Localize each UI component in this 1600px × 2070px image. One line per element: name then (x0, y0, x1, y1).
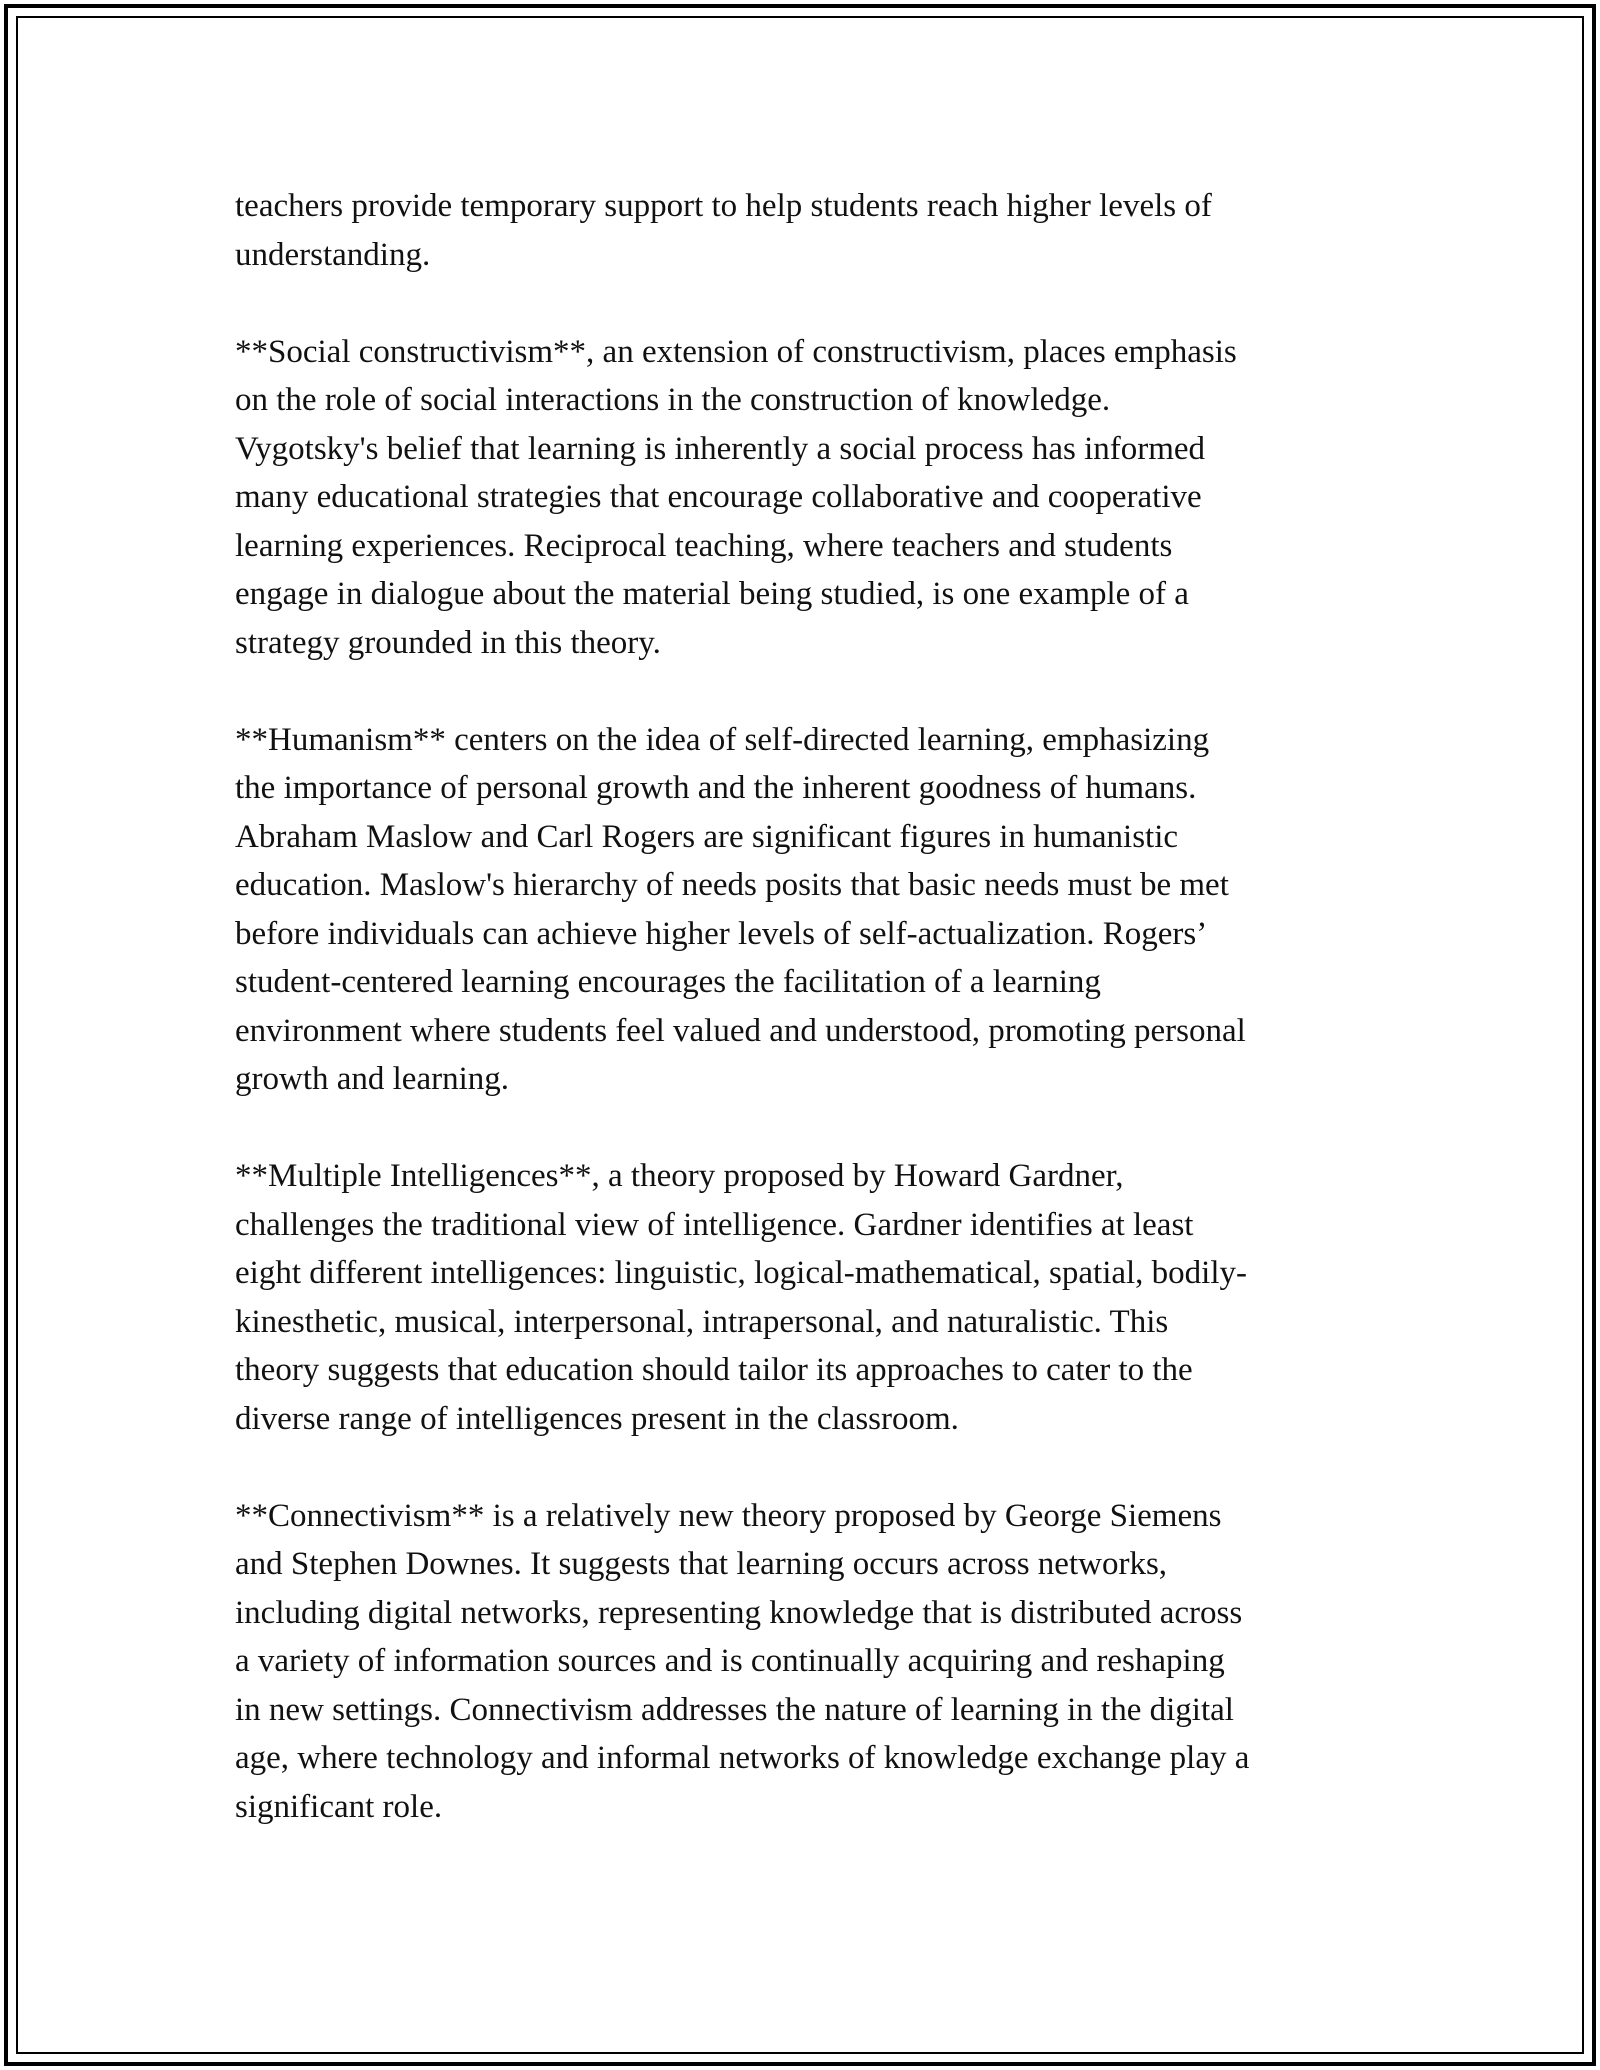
paragraph-social-constructivism: **Social constructivism**, an extension of constructivism, places emphasis on the role of social interactions in the construction of knowledge. Vygotsky's belief that learning is inherently a social process has informed many educational strategies that encourage collaborative and cooperative learning experiences. Reciprocal teaching, where teachers and students engage in dialogue about the material being studied, is one example of a strategy grounded in this theory. (235, 333, 1237, 661)
paragraph-connectivism: **Connectivism** is a relatively new theory proposed by George Siemens and Stephen Downes. It suggests that learning occurs across networks, including digital networks, representing knowledge that is distributed across a variety of information sources and is continually acquiring and reshaping in new settings. Connectivism addresses the nature of learning in the digital age, where technology and informal networks of knowledge exchange play a significant role. (235, 1497, 1250, 1825)
document-body (235, 182, 1375, 1880)
paragraph-multiple-intelligences: **Multiple Intelligences**, a theory proposed by Howard Gardner, challenges the traditional view of intelligence. Gardner identifies at least eight different intelligences: linguistic, logical-mathematical, spatial, bodily- kinesthetic, musical, interpersonal, intrapersonal, and naturalistic. This theory suggests that education should tailor its approaches to cater to the diverse range of intelligences present in the classroom. (235, 1158, 1248, 1437)
paragraph-humanism: **Humanism** centers on the idea of self-directed learning, emphasizing the importance of personal growth and the inherent goodness of humans. Abraham Maslow and Carl Rogers are significant figures in humanistic education. Maslow's hierarchy of needs posits that basic needs must be met before individuals can achieve higher levels of self-actualization. Rogers’ student-centered learning encourages the facilitation of a learning environment where students feel valued and understood, promoting personal growth and learning. (235, 721, 1246, 1097)
paragraph-scaffolding-continuation: teachers provide temporary support to help students reach higher levels of understanding. (235, 188, 1212, 273)
